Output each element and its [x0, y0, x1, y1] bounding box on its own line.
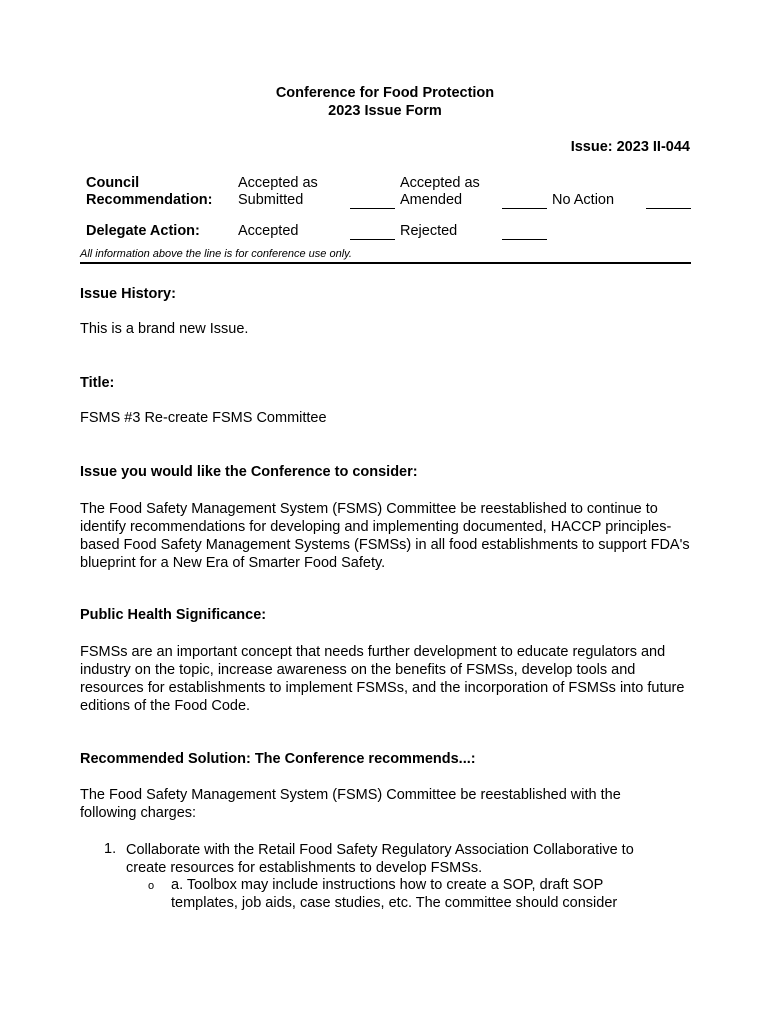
issue-consider-text: The Food Safety Management System (FSMS) Committee be reestablished to continue to identify recommendations for developing and implementing documented, HACCP principles-based Food Safety Management Systems (FSMSs) in all food establishments to support FDA's blueprint for a New Era of Smarter Food Safety.: [80, 501, 690, 571]
form-subtitle: 2023 Issue Form: [328, 103, 442, 119]
issue-history-text: This is a brand new Issue.: [80, 321, 249, 337]
delegate-action-label: Delegate Action:: [86, 223, 200, 239]
issue-consider-heading: Issue you would like the Conference to consider:: [80, 464, 418, 480]
accepted-as-submitted-blank[interactable]: [350, 208, 395, 209]
title-heading: Title:: [80, 375, 115, 391]
sub-item-a-text: a. Toolbox may include instructions how to create a SOP, draft SOP templates, job aids, case studies, etc. The committee should consider: [171, 877, 618, 911]
conference-use-note: All information above the line is for conference use only.: [80, 248, 352, 260]
issue-number: Issue: 2023 II-044: [570, 139, 690, 155]
no-action-blank[interactable]: [646, 208, 691, 209]
list-item-1-number: 1.: [104, 841, 117, 857]
council-label-line2: Recommendation:: [86, 192, 213, 208]
recommended-solution-heading: Recommended Solution: The Conference recommends...:: [80, 751, 476, 767]
accepted-as-amended-blank[interactable]: [502, 208, 547, 209]
accepted-as-amended-label-line2: Amended: [400, 192, 463, 208]
divider-line: [80, 262, 691, 264]
accepted-as-submitted-label-line2: Submitted: [238, 192, 304, 208]
sub-bullet-icon: o: [148, 880, 155, 892]
public-health-text: FSMSs are an important concept that needs further development to educate regulators and industry on the topic, increase awareness on the benefits of FSMSs, develop tools and resources for establishments to implement FSMSs, and the incorporation of FSMSs into future editions of the Food Code.: [80, 644, 685, 714]
public-health-heading: Public Health Significance:: [80, 607, 267, 623]
delegate-accepted-blank[interactable]: [350, 239, 395, 240]
accepted-as-amended-label: Accepted as: [400, 175, 480, 191]
form-title: Conference for Food Protection: [275, 85, 495, 101]
title-text: FSMS #3 Re-create FSMS Committee: [80, 410, 327, 426]
delegate-rejected-blank[interactable]: [502, 239, 547, 240]
list-item-1-text: Collaborate with the Retail Food Safety Regulatory Association Collaborative to create resources for establishments to develop FSMSs.: [126, 842, 634, 876]
accepted-as-submitted-label: Accepted as: [238, 175, 318, 191]
delegate-rejected-label: Rejected: [400, 223, 458, 239]
issue-history-heading: Issue History:: [80, 286, 176, 302]
no-action-label: No Action: [552, 192, 615, 208]
recommended-solution-text: The Food Safety Management System (FSMS) Committee be reestablished with the following charges:: [80, 787, 621, 821]
council-label: Council: [86, 175, 140, 191]
delegate-accepted-label: Accepted: [238, 223, 299, 239]
